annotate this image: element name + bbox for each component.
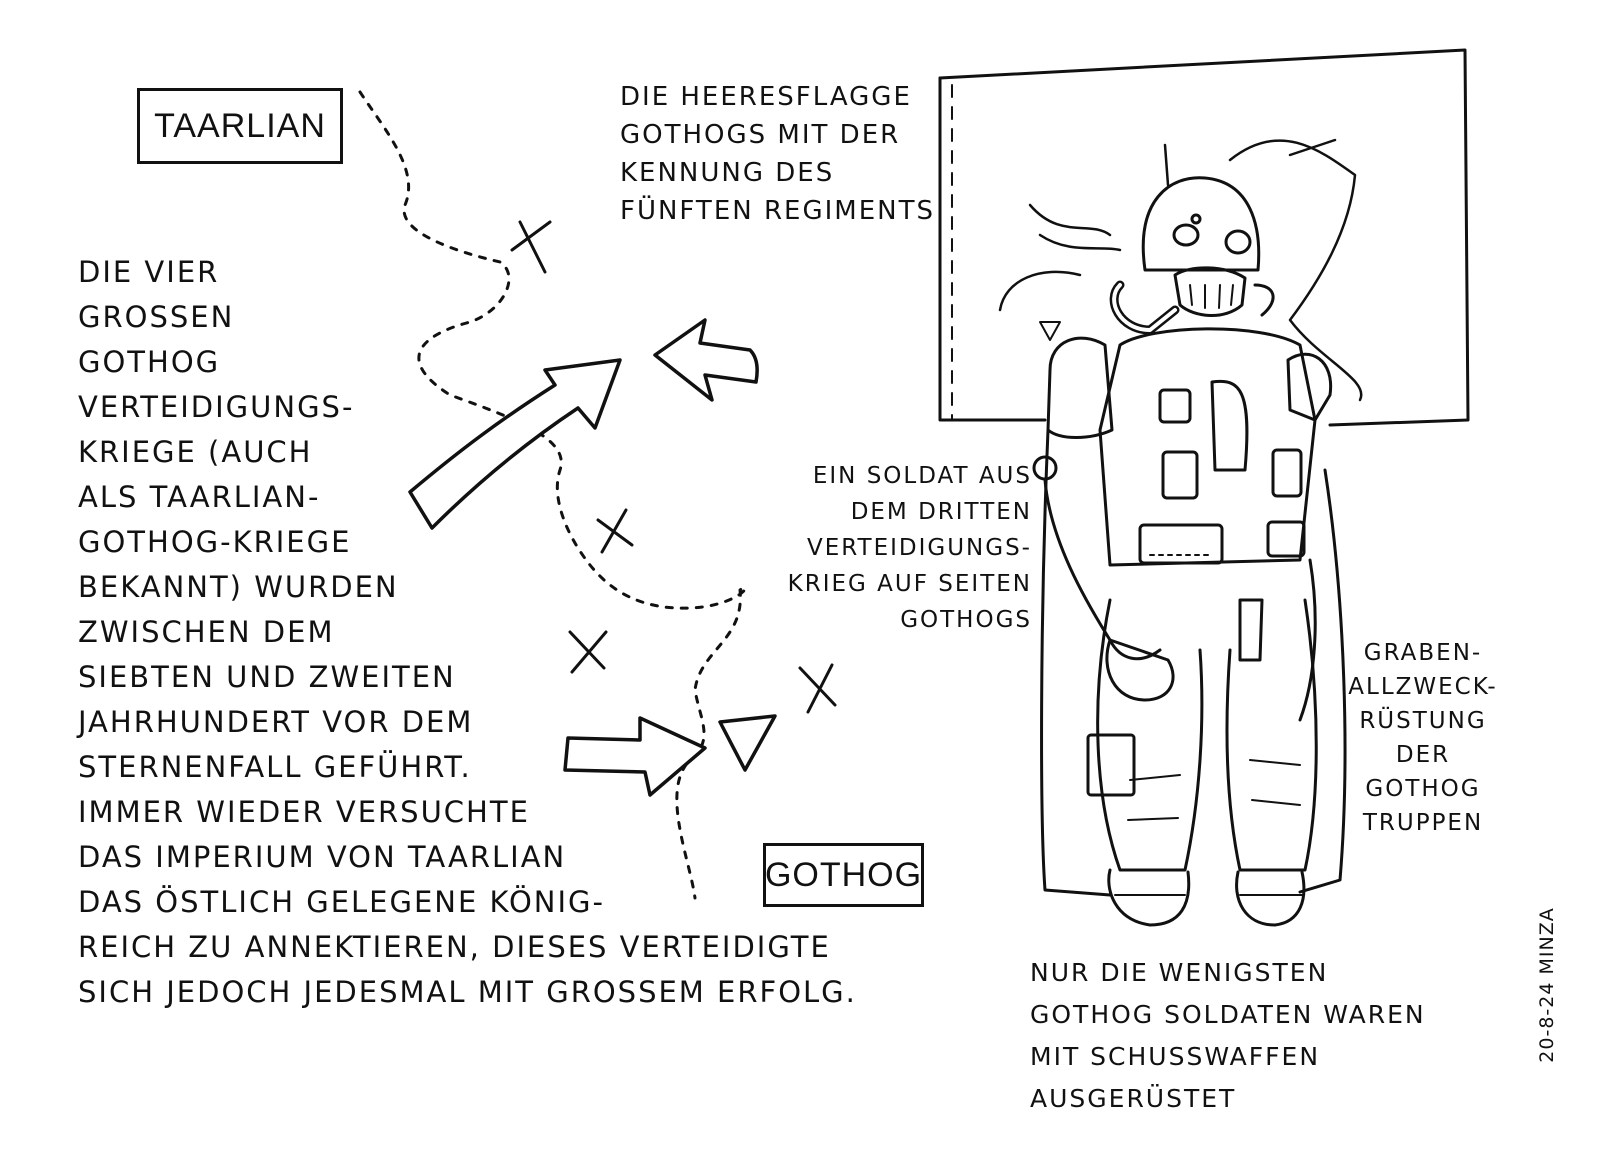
gothog-soldier-figure [1034, 145, 1345, 925]
weapons-caption: NUR DIE WENIGSTEN GOTHOG SOLDATEN WAREN MIT SCHUSSWAFFEN AUSGERÜSTET [1030, 958, 1426, 1113]
army-flag [940, 50, 1468, 425]
flag-caption: DIE HEERESFLAGGE GOTHOGS MIT DER KENNUNG DES FÜNFTEN REGIMENTS [620, 82, 935, 226]
main-history-text: DIE VIER GROSSEN GOTHOG VERTEIDIGUNGS- KRIEGE (AUCH ALS TAARLIAN- GOTHOG-KRIEGE BEKANNT) WURDEN ZWISCHEN DEM SIEBTEN UND ZWEITEN JAHRHUNDERT VOR DEM STERNENFALL GEFÜHRT. IMMER WIEDER VERSUCHTE DAS IMPERIUM VON TAARLIAN DAS ÖSTLICH GELEGENE KÖNIG- REICH ZU ANNEKTIEREN, DIESES VERTEIDIGTE SICH JEDOCH JEDESMAL MIT GROSSEM ERFOLG. [78, 255, 857, 1009]
armour-caption: GRABEN- ALLZWECK- RÜSTUNG DER GOTHOG TRUPPEN [1348, 640, 1498, 836]
gothog-label: GOTHOG [763, 843, 924, 907]
taarlian-label: TAARLIAN [137, 88, 343, 164]
soldier-caption: EIN SOLDAT AUS DEM DRITTEN VERTEIDIGUNGS- KRIEG AUF SEITEN GOTHOGS [787, 463, 1032, 633]
artist-signature: 20-8-24 MINZA [1536, 907, 1558, 1063]
